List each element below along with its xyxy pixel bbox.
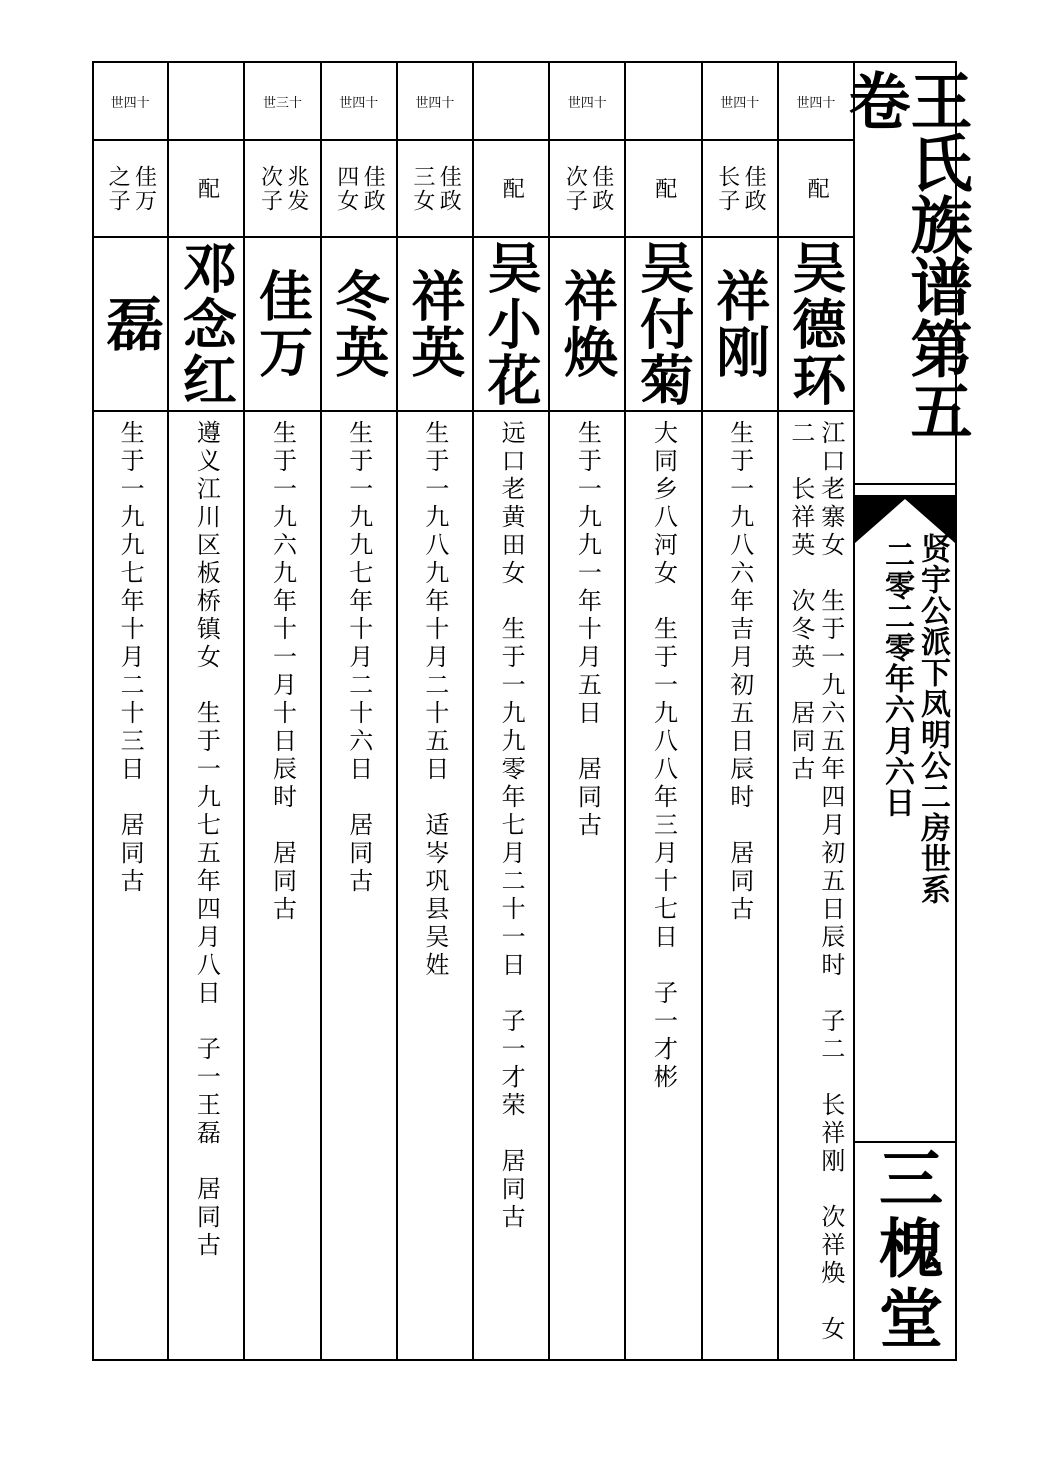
person-name bbox=[398, 238, 472, 412]
person-name-text: 磊 bbox=[96, 294, 165, 354]
generation-label: 世四十 bbox=[779, 63, 853, 141]
person-name-text: 冬英 bbox=[326, 268, 391, 380]
generation-label bbox=[474, 63, 548, 141]
compile-date: 二零二零年六月六日 bbox=[879, 539, 914, 818]
relation-text: 佳政 四女 bbox=[333, 164, 386, 213]
relation-text: 兆发 次子 bbox=[257, 164, 309, 213]
person-name bbox=[245, 238, 319, 412]
relation-label bbox=[550, 141, 624, 238]
branch-lineage: 贤宇公派下凤明公二房世系 bbox=[915, 533, 950, 905]
relation-label bbox=[398, 141, 472, 238]
relation-label bbox=[245, 141, 319, 238]
person-bio bbox=[550, 412, 624, 1359]
person-name-text: 祥焕 bbox=[555, 268, 620, 380]
person-name-text: 祥刚 bbox=[707, 268, 772, 380]
relation-label bbox=[626, 141, 700, 238]
genealogy-table bbox=[92, 61, 973, 1361]
relation-label bbox=[169, 141, 243, 238]
person-name bbox=[626, 238, 700, 412]
book-title bbox=[838, 63, 973, 483]
person-name-text: 吴小花 bbox=[479, 240, 544, 408]
person-name-text: 佳万 bbox=[250, 268, 315, 380]
relation-text: 配 bbox=[651, 176, 677, 201]
hall-divider bbox=[855, 1141, 955, 1143]
person-name bbox=[322, 238, 396, 412]
person-name bbox=[93, 238, 167, 412]
person-bio-text: 江口老寨女 生于一九六五年四月初五日辰时 子二 长祥刚 次祥焕 女二 长祥英 次冬英 居同古 bbox=[786, 420, 845, 1344]
person-column bbox=[703, 63, 779, 1359]
person-column bbox=[474, 63, 550, 1359]
hall-name bbox=[855, 1145, 955, 1355]
person-name bbox=[474, 238, 548, 412]
person-column bbox=[245, 63, 321, 1359]
relation-text: 佳政 次子 bbox=[562, 164, 614, 213]
person-bio-text: 生于一九八六年吉月初五日辰时 居同古 bbox=[725, 420, 754, 924]
generation-label: 世四十 bbox=[703, 63, 777, 141]
person-bio-text: 生于一九六九年十一月十日辰时 居同古 bbox=[268, 420, 297, 924]
person-bio bbox=[474, 412, 548, 1359]
person-bio-text: 生于一九九七年十月二十三日 居同古 bbox=[116, 420, 145, 896]
person-column bbox=[93, 63, 169, 1359]
relation-text: 佳政 长子 bbox=[714, 164, 767, 213]
person-column bbox=[169, 63, 245, 1359]
person-name bbox=[169, 238, 243, 412]
generation-label bbox=[169, 63, 243, 141]
person-column bbox=[322, 63, 398, 1359]
hall-name-text: 三槐堂 bbox=[868, 1145, 943, 1355]
person-column bbox=[398, 63, 474, 1359]
branch-info bbox=[879, 533, 950, 905]
relation-label bbox=[703, 141, 777, 238]
relation-label bbox=[93, 141, 167, 238]
generation-label: 世四十 bbox=[93, 63, 167, 141]
person-name bbox=[550, 238, 624, 412]
generation-label: 世四十 bbox=[550, 63, 624, 141]
relation-label bbox=[474, 141, 548, 238]
relation-text: 配 bbox=[499, 176, 525, 201]
person-bio bbox=[169, 412, 243, 1359]
title-panel bbox=[838, 63, 973, 1359]
generation-label: 世四十 bbox=[398, 63, 472, 141]
person-bio bbox=[93, 412, 167, 1359]
person-column bbox=[779, 63, 855, 1359]
person-bio-text: 生于一九九七年十月二十六日 居同古 bbox=[344, 420, 373, 896]
relation-text: 配 bbox=[194, 176, 220, 201]
person-bio bbox=[322, 412, 396, 1359]
person-name-text: 邓念红 bbox=[174, 240, 239, 408]
title-panel-border bbox=[853, 63, 855, 1359]
person-bio bbox=[398, 412, 472, 1359]
relation-text: 配 bbox=[804, 176, 830, 201]
person-name-text: 吴付菊 bbox=[631, 240, 696, 408]
person-bio-text: 大同乡八河女 生于一九八八年三月十七日 子一才彬 bbox=[649, 420, 678, 1092]
person-name bbox=[703, 238, 777, 412]
person-bio-text: 生于一九八九年十月二十五日 适岑巩县吴姓 bbox=[420, 420, 449, 980]
person-bio-text: 生于一九九一年十月五日 居同古 bbox=[573, 420, 602, 840]
person-bio-text: 遵义江川区板桥镇女 生于一九七五年四月八日 子一王磊 居同古 bbox=[192, 420, 221, 1260]
relation-text: 佳万 之子 bbox=[105, 164, 157, 213]
generation-label bbox=[626, 63, 700, 141]
relation-text: 佳政 三女 bbox=[409, 164, 462, 213]
person-name bbox=[779, 238, 853, 412]
generation-label: 世三十 bbox=[245, 63, 319, 141]
generation-label: 世四十 bbox=[322, 63, 396, 141]
person-name-text: 祥英 bbox=[402, 268, 467, 380]
relation-label bbox=[779, 141, 853, 238]
person-bio bbox=[626, 412, 700, 1359]
person-name-text: 吴德环 bbox=[783, 240, 848, 408]
person-bio bbox=[703, 412, 777, 1359]
person-column bbox=[550, 63, 626, 1359]
person-column bbox=[626, 63, 702, 1359]
person-bio-text: 远口老黄田女 生于一九九零年七月二十一日 子一才荣 居同古 bbox=[497, 420, 526, 1232]
person-bio bbox=[779, 412, 853, 1359]
person-bio bbox=[245, 412, 319, 1359]
relation-label bbox=[322, 141, 396, 238]
book-title-text: 王氏族谱第五卷 bbox=[838, 69, 973, 441]
